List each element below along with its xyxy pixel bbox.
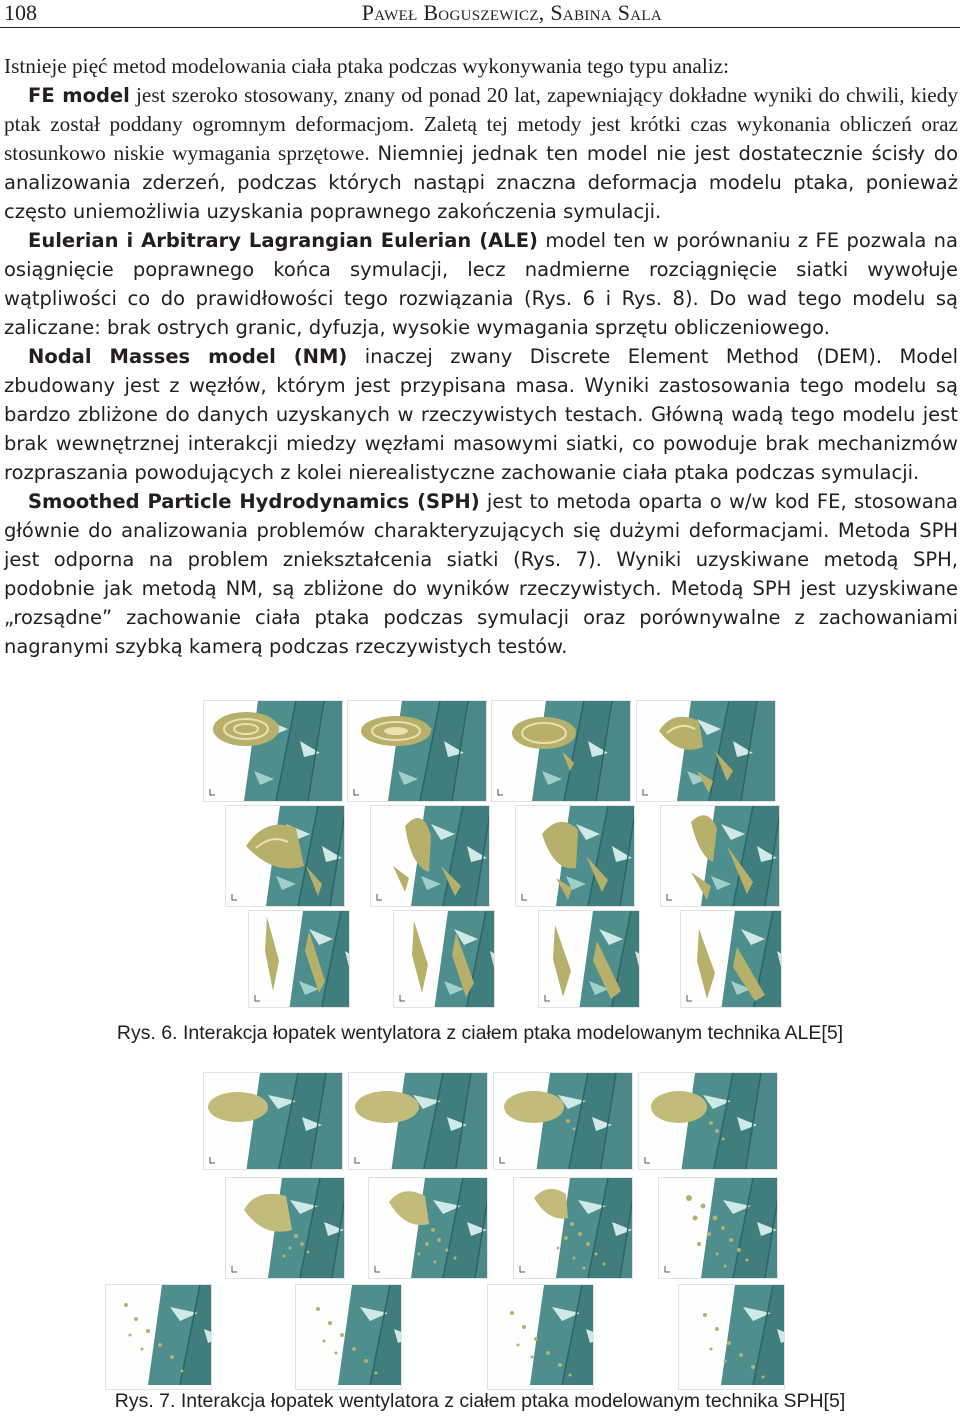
figure-7-sph [0, 1072, 960, 1390]
term-ale: Eulerian i Arbitrary Lagrangian Eulerian (ALE) [28, 229, 538, 252]
nm-text: inaczej zwany Discrete Element Method (DEM). Model zbudowany jest z węzłów, którym jest przypisana masa. Wyniki zastosowania tego modelu są bardzo zbliżone do danych uzyskanych w rzeczywistych testach. Główną wadą tego modelu jest brak wewnętrznej interakcji miedzy węzłami masowymi siatki, co powoduje brak mechanizmów rozpraszania powodujących z kolei nierealistyczne zachowanie ciała ptaka podczas symulacji. [4, 345, 958, 484]
sph-frame-9 [105, 1284, 212, 1390]
sph-frame-7 [513, 1177, 633, 1279]
sph-frame-4 [638, 1072, 778, 1170]
header-rule [0, 27, 960, 28]
paragraph-nm [4, 342, 958, 487]
sph-frame-1 [203, 1072, 343, 1170]
running-head: Paweł Boguszewicz, Sabina Sala [361, 0, 662, 25]
ale-frame-7 [515, 805, 635, 907]
ale-frame-8 [660, 805, 780, 907]
paragraph-ale [4, 226, 958, 342]
fe-model-text: jest szeroko stosowany, znany od ponad 20 lat, zapewniający dokładne wyniki do chwili, kiedy ptak został poddany ogromnym deformacjom. Zaletą tej metody jest krótki czas wykonania obliczeń oraz stosunkowo niskie wymagania sprzętowe. [4, 83, 958, 165]
ale-frame-10 [393, 910, 495, 1008]
sph-frame-3 [493, 1072, 633, 1170]
sph-text: jest to metoda oparta o w/w kod FE, stosowana głównie do analizowania problemów charakteryzujących się dużymi deformacjami. Metoda SPH jest odporna na problem zniekształcenia siatki (Rys. 7). Wyniki uzyskiwane metodą SPH, podobnie jak metodą NM, są zbliżone do wyników rzeczywistych. Metodą SPH jest uzyskiwane „rozsądne” zachowanie ciała ptaka podczas symulacji oraz porównywalne z zachowaniami nagranymi szybką kamerą podczas rzeczywistych testów. [4, 490, 959, 658]
sph-frame-8 [658, 1177, 778, 1279]
sph-frame-11 [487, 1284, 594, 1390]
ale-frame-5 [225, 805, 345, 907]
sph-frame-10 [295, 1284, 402, 1390]
sph-frame-12 [678, 1284, 785, 1390]
term-fe-model: FE model [28, 84, 130, 107]
page-number: 108 [4, 0, 37, 25]
ale-frame-1 [203, 700, 343, 802]
ale-frame-9 [248, 910, 350, 1008]
ale-frame-6 [370, 805, 490, 907]
sph-frame-2 [348, 1072, 488, 1170]
ale-frame-12 [680, 910, 782, 1008]
ale-frame-11 [538, 910, 640, 1008]
figure-6-ale [0, 700, 960, 1010]
paragraph-sph [4, 487, 958, 661]
term-sph: Smoothed Particle Hydrodynamics (SPH) [28, 490, 480, 513]
ale-frame-4 [636, 700, 776, 802]
paragraph-fe-model [4, 81, 958, 226]
ale-frame-3 [491, 700, 631, 802]
term-nm: Nodal Masses model (NM) [28, 345, 348, 368]
paragraph-intro: Istnieje pięć metod modelowania ciała ptaka podczas wykonywania tego typu analiz: [4, 54, 730, 78]
fe-model-text-b: Niemniej jednak ten model nie jest dostatecznie ścisły do analizowania zderzeń, podczas których nastąpi znaczna deformacja modelu ptaka, ponieważ często uniemożliwia uzyskania poprawnego zakończenia symulacji. [4, 142, 958, 223]
sph-frame-5 [225, 1177, 345, 1279]
figure-7-caption: Rys. 7. Interakcja łopatek wentylatora z ciałem ptaka modelowanym technika SPH[5] [114, 1390, 846, 1412]
page-header [0, 0, 960, 27]
body-text [4, 52, 958, 661]
ale-text: model ten w porównaniu z FE pozwala na osiągnięcie poprawnego końca symulacji, lecz nadmierne rozciągnięcie siatki wywołuje wątpliwości co do prawidłowości tego rozwiązania (Rys. 6 i Rys. 8). Do wad tego modelu są zaliczane: brak ostrych granic, dyfuzja, wysokie wymagania sprzętu obliczeniowego. [4, 229, 958, 339]
sph-frame-6 [368, 1177, 488, 1279]
ale-frame-2 [347, 700, 487, 802]
figure-6-caption: Rys. 6. Interakcja łopatek wentylatora z ciałem ptaka modelowanym technika ALE[5] [116, 1022, 844, 1044]
